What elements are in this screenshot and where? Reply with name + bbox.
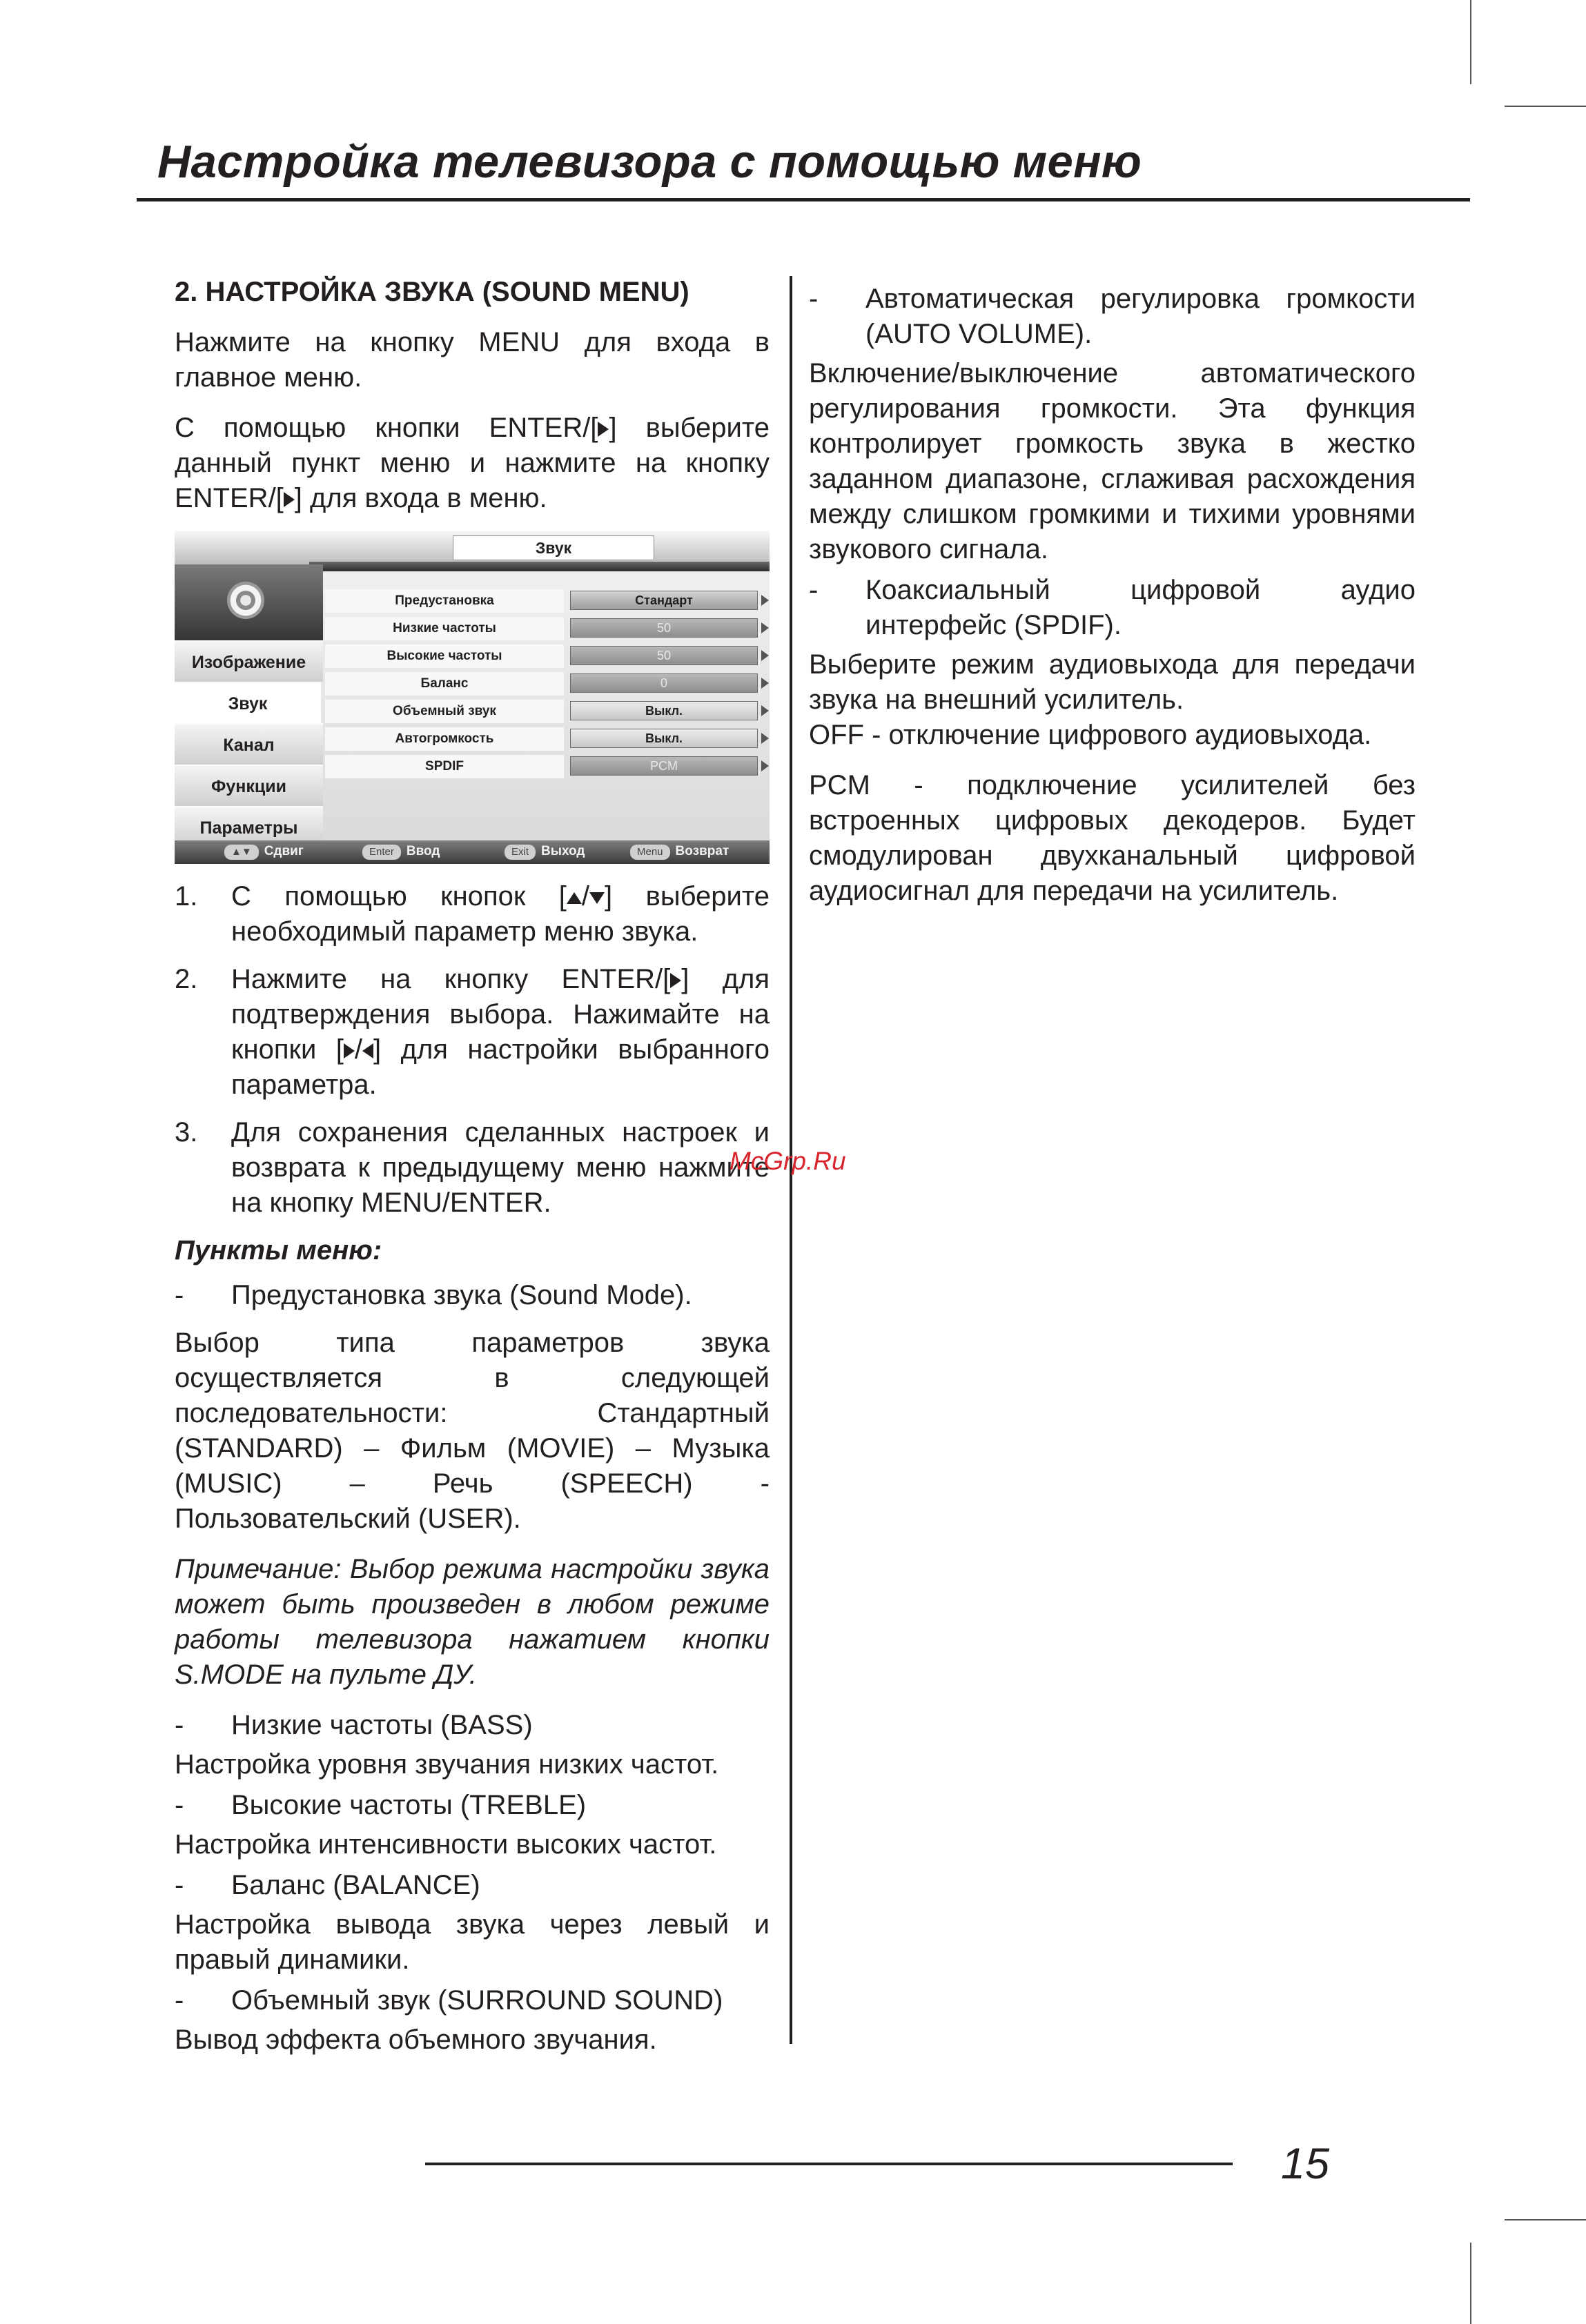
enter-paragraph xyxy=(175,411,770,516)
item-title: Автоматическая регулировка громкости (AUTO VOLUME). xyxy=(865,284,1416,349)
item-treble xyxy=(175,1788,770,1823)
tv-tab-functions[interactable]: Функции xyxy=(175,765,323,806)
text-fragment: Нажмите на кнопку ENTER/[ xyxy=(231,964,671,994)
right-arrow-icon xyxy=(284,492,295,507)
down-arrow-icon xyxy=(589,892,605,904)
hint-exit xyxy=(505,844,585,860)
right-arrow-icon xyxy=(761,595,769,606)
tv-row-label: Баланс xyxy=(325,672,564,696)
item-title: Объемный звук (SURROUND SOUND) xyxy=(231,1985,723,2016)
tv-row-label: Предустановка xyxy=(325,589,564,613)
hint-move xyxy=(224,844,304,860)
right-arrow-icon xyxy=(761,760,769,771)
step-text: Для сохранения сделанных настроек и возврата к предыдущему меню нажмите на кнопку MENU/ENTER. xyxy=(231,1117,770,1218)
tv-tab-parameters[interactable]: Параметры xyxy=(175,806,323,847)
right-arrow-icon xyxy=(761,650,769,661)
right-arrow-icon xyxy=(761,733,769,744)
tv-row-preset[interactable] xyxy=(325,588,770,614)
text-fragment: ] для подтверждения выбора. Нажимайте на кнопки [ xyxy=(231,964,770,1065)
left-arrow-icon xyxy=(362,1043,373,1058)
item-dash: - xyxy=(175,1790,184,1820)
hint-label: Выход xyxy=(541,844,585,858)
tv-row-treble[interactable] xyxy=(325,643,770,669)
right-arrow-icon xyxy=(761,678,769,689)
hint-label: Сдвиг xyxy=(264,844,304,858)
text-fragment: С помощью кнопки ENTER/[ xyxy=(175,413,598,443)
tv-row-balance[interactable] xyxy=(325,671,770,697)
item-title: Коаксиальный цифровой аудио интерфейс (SPDIF). xyxy=(865,575,1416,640)
hint-label: Ввод xyxy=(406,844,440,858)
step-number: 3. xyxy=(175,1117,198,1148)
title-rule xyxy=(137,198,1470,201)
key-enter: Enter xyxy=(362,845,401,860)
item-desc: Вывод эффекта объемного звучания. xyxy=(175,2025,657,2055)
page-number: 15 xyxy=(1281,2140,1330,2188)
right-arrow-icon xyxy=(344,1043,355,1058)
item-title: Высокие частоты (TREBLE) xyxy=(231,1790,587,1820)
item-desc: Настройка интенсивности высоких частот. xyxy=(175,1829,717,1860)
item-title: Низкие частоты (BASS) xyxy=(231,1710,533,1740)
right-arrow-icon xyxy=(761,705,769,716)
item-desc: Включение/выключение автоматического регулирования громкости. Эта функция контролирует громкость звука в жестко заданном диапазоне, сглаживая расхождения между слишком громкими и тихими уровнями звукового сигнала. xyxy=(809,358,1416,564)
tv-menu-title: Звук xyxy=(453,535,654,560)
tv-row-value[interactable]: PCM xyxy=(570,756,758,776)
item-balance xyxy=(175,1868,770,1903)
tv-menu-logo xyxy=(175,564,323,640)
item-dash: - xyxy=(175,1870,184,1900)
left-column xyxy=(175,275,770,2063)
key-up-down: ▲▼ xyxy=(224,845,259,860)
item-dash: - xyxy=(175,1280,184,1310)
tv-tab-channel[interactable]: Канал xyxy=(175,723,323,765)
text-fragment: ] для настройки выбранного параметра. xyxy=(231,1034,770,1100)
item-dash: - xyxy=(809,575,819,605)
text-fragment: ] для входа в меню. xyxy=(294,483,547,513)
hint-label: Возврат xyxy=(675,844,730,858)
note-paragraph: Примечание: Выбор режима настройки звука может быть произведен в любом режиме работы телевизора нажатием кнопки S.MODE на пульте ДУ. xyxy=(175,1554,770,1690)
tv-row-label: Высокие частоты xyxy=(325,644,564,668)
tv-menu-footer xyxy=(175,840,770,864)
step-2 xyxy=(175,962,770,1103)
right-column xyxy=(809,282,1416,924)
step-1 xyxy=(175,879,770,949)
tv-row-value[interactable]: 50 xyxy=(570,646,758,665)
text-fragment: С помощью кнопок [ xyxy=(231,881,567,912)
item-dash: - xyxy=(809,284,819,314)
step-number: 1. xyxy=(175,881,198,912)
item-sound-mode xyxy=(175,1278,770,1313)
item-desc: Настройка уровня звучания низких частот. xyxy=(175,1749,719,1780)
right-arrow-icon xyxy=(598,422,609,437)
item-surround xyxy=(175,1983,770,2018)
crop-mark xyxy=(1505,106,1586,107)
page-title: Настройка телевизора с помощью меню xyxy=(157,136,1142,188)
item-bass xyxy=(175,1708,770,1743)
tv-row-value[interactable]: 0 xyxy=(570,673,758,693)
off-paragraph: OFF - отключение цифрового аудиовыхода. xyxy=(809,720,1372,750)
item-dash: - xyxy=(175,1710,184,1740)
text-fragment: / xyxy=(581,881,590,912)
tv-row-value[interactable]: Выкл. xyxy=(570,729,758,748)
tv-row-value[interactable]: Стандарт xyxy=(570,591,758,610)
hint-enter xyxy=(362,844,440,860)
item-desc: Выберите режим аудиовыхода для передачи звука на внешний усилитель. xyxy=(809,649,1416,715)
tv-row-auto-volume[interactable] xyxy=(325,726,770,752)
crop-mark xyxy=(1470,2243,1471,2324)
tv-sound-menu-screenshot xyxy=(175,531,770,864)
item-dash: - xyxy=(175,1985,184,2016)
crop-mark xyxy=(1505,2219,1586,2220)
tv-row-label: Автогромкость xyxy=(325,727,564,751)
tv-row-surround[interactable] xyxy=(325,698,770,725)
tv-row-bass[interactable] xyxy=(325,616,770,642)
right-arrow-icon xyxy=(761,622,769,633)
text-fragment: ] выберите данный пункт меню и нажмите на кнопку ENTER/[ xyxy=(175,413,770,513)
tv-row-spdif[interactable] xyxy=(325,754,770,780)
menu-items-heading: Пункты меню: xyxy=(175,1235,382,1266)
section-heading: 2. НАСТРОЙКА ЗВУКА (SOUND MENU) xyxy=(175,277,689,307)
item-desc: Настройка вывода звука через левый и правый динамики. xyxy=(175,1909,770,1975)
step-3 xyxy=(175,1115,770,1221)
item-desc: Выбор типа параметров звука осуществляется в следующей последовательности: Стандартный (STANDARD) – Фильм (MOVIE) – Музыка (MUSIC) – Речь (SPEECH) - Пользовательский (USER). xyxy=(175,1328,770,1534)
tv-tab-picture[interactable]: Изображение xyxy=(175,640,323,682)
key-exit: Exit xyxy=(505,845,536,860)
up-arrow-icon xyxy=(567,892,582,904)
hint-back xyxy=(630,844,729,860)
item-title: Предустановка звука (Sound Mode). xyxy=(231,1280,692,1310)
speaker-icon xyxy=(227,582,264,619)
watermark: McGrp.Ru xyxy=(730,1147,846,1175)
right-arrow-icon xyxy=(670,973,681,988)
item-spdif xyxy=(809,573,1416,643)
crop-mark xyxy=(1470,0,1471,84)
text-fragment: / xyxy=(354,1034,363,1065)
tv-row-label: Объемный звук xyxy=(325,700,564,723)
tv-row-value[interactable]: 50 xyxy=(570,618,758,638)
item-title: Баланс (BALANCE) xyxy=(231,1870,480,1900)
tv-tab-sound[interactable]: Звук xyxy=(175,682,321,723)
step-number: 2. xyxy=(175,964,198,994)
key-menu: Menu xyxy=(630,845,670,860)
tv-row-label: Низкие частоты xyxy=(325,617,564,640)
text-fragment: ] выберите необходимый параметр меню звука. xyxy=(231,881,770,947)
pcm-paragraph: PCM - подключение усилителей без встроенных цифровых декодеров. Будет смодулирован двухканальный цифровой аудиосигнал для передачи на усилитель. xyxy=(809,770,1416,906)
tv-menu-header-strip xyxy=(309,562,770,571)
tv-menu-sidebar xyxy=(175,564,323,840)
tv-row-label: SPDIF xyxy=(325,755,564,778)
intro-paragraph: Нажмите на кнопку MENU для входа в главное меню. xyxy=(175,327,770,393)
footer-rule xyxy=(425,2163,1233,2165)
item-auto-volume xyxy=(809,282,1416,352)
tv-row-value[interactable]: Выкл. xyxy=(570,701,758,720)
